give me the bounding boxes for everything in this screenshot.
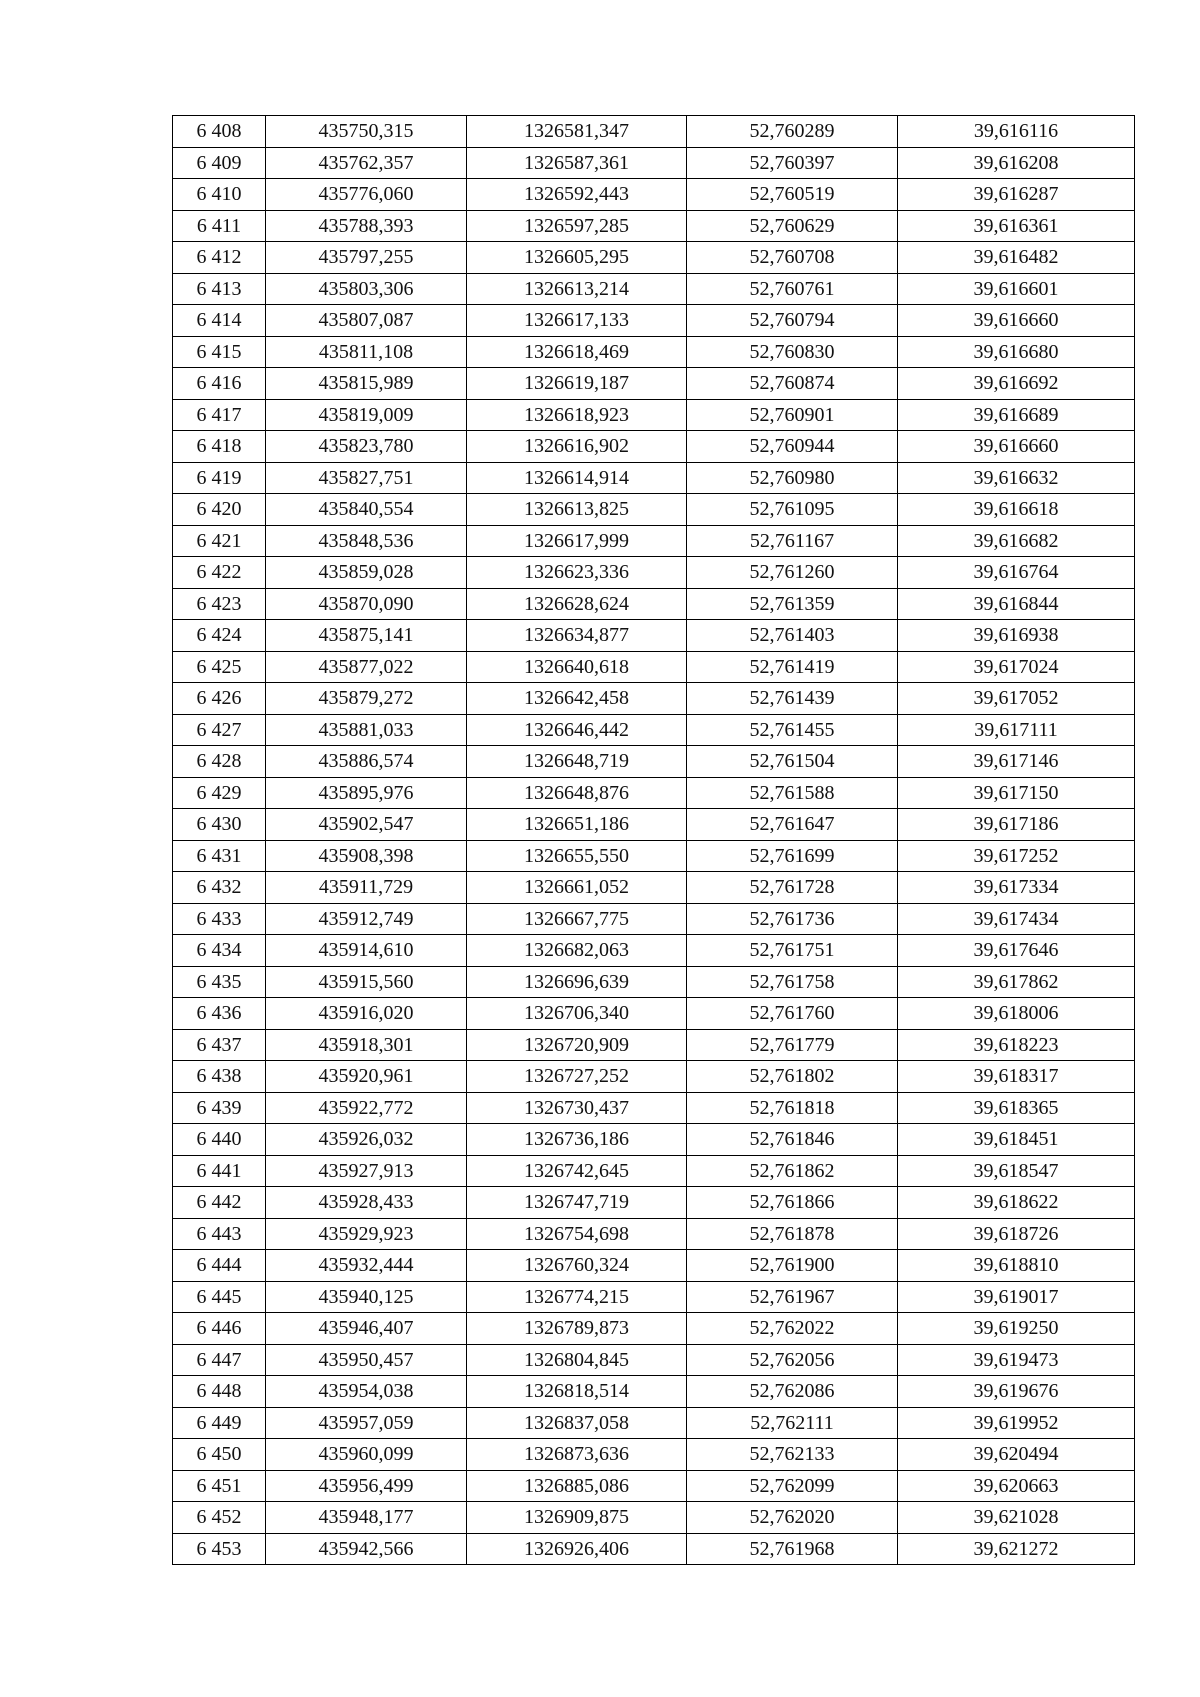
cell-latitude: 52,761967: [687, 1281, 898, 1313]
cell-latitude: 52,760629: [687, 210, 898, 242]
cell-latitude: 52,761359: [687, 588, 898, 620]
cell-x-coordinate: 435886,574: [266, 746, 467, 778]
cell-latitude: 52,761439: [687, 683, 898, 715]
cell-x-coordinate: 435946,407: [266, 1313, 467, 1345]
cell-longitude: 39,618317: [898, 1061, 1135, 1093]
cell-point-number: 6 432: [173, 872, 266, 904]
cell-longitude: 39,617052: [898, 683, 1135, 715]
cell-x-coordinate: 435902,547: [266, 809, 467, 841]
cell-longitude: 39,617024: [898, 651, 1135, 683]
cell-latitude: 52,761728: [687, 872, 898, 904]
cell-y-coordinate: 1326613,214: [467, 273, 687, 305]
cell-y-coordinate: 1326789,873: [467, 1313, 687, 1345]
cell-y-coordinate: 1326617,133: [467, 305, 687, 337]
cell-latitude: 52,761095: [687, 494, 898, 526]
cell-x-coordinate: 435811,108: [266, 336, 467, 368]
cell-y-coordinate: 1326909,875: [467, 1502, 687, 1534]
cell-point-number: 6 423: [173, 588, 266, 620]
cell-latitude: 52,761758: [687, 966, 898, 998]
cell-point-number: 6 438: [173, 1061, 266, 1093]
cell-x-coordinate: 435929,923: [266, 1218, 467, 1250]
cell-latitude: 52,761455: [687, 714, 898, 746]
table-row: [173, 242, 1135, 274]
table-row: [173, 588, 1135, 620]
cell-longitude: 39,618223: [898, 1029, 1135, 1061]
cell-longitude: 39,616682: [898, 525, 1135, 557]
cell-y-coordinate: 1326592,443: [467, 179, 687, 211]
table-row: [173, 840, 1135, 872]
cell-point-number: 6 422: [173, 557, 266, 589]
cell-x-coordinate: 435823,780: [266, 431, 467, 463]
cell-point-number: 6 437: [173, 1029, 266, 1061]
cell-latitude: 52,761419: [687, 651, 898, 683]
cell-x-coordinate: 435762,357: [266, 147, 467, 179]
cell-longitude: 39,616618: [898, 494, 1135, 526]
table-row: [173, 399, 1135, 431]
table-row: [173, 462, 1135, 494]
table-row: [173, 1470, 1135, 1502]
cell-point-number: 6 428: [173, 746, 266, 778]
cell-longitude: 39,618006: [898, 998, 1135, 1030]
cell-x-coordinate: 435803,306: [266, 273, 467, 305]
cell-longitude: 39,620663: [898, 1470, 1135, 1502]
cell-x-coordinate: 435927,913: [266, 1155, 467, 1187]
cell-y-coordinate: 1326587,361: [467, 147, 687, 179]
table-row: [173, 368, 1135, 400]
cell-y-coordinate: 1326642,458: [467, 683, 687, 715]
cell-point-number: 6 413: [173, 273, 266, 305]
cell-y-coordinate: 1326873,636: [467, 1439, 687, 1471]
cell-point-number: 6 439: [173, 1092, 266, 1124]
cell-point-number: 6 446: [173, 1313, 266, 1345]
cell-longitude: 39,618547: [898, 1155, 1135, 1187]
cell-x-coordinate: 435797,255: [266, 242, 467, 274]
cell-x-coordinate: 435918,301: [266, 1029, 467, 1061]
cell-latitude: 52,761167: [687, 525, 898, 557]
cell-point-number: 6 425: [173, 651, 266, 683]
cell-longitude: 39,617150: [898, 777, 1135, 809]
cell-point-number: 6 430: [173, 809, 266, 841]
cell-point-number: 6 440: [173, 1124, 266, 1156]
cell-x-coordinate: 435942,566: [266, 1533, 467, 1565]
cell-y-coordinate: 1326804,845: [467, 1344, 687, 1376]
cell-longitude: 39,617111: [898, 714, 1135, 746]
cell-longitude: 39,617862: [898, 966, 1135, 998]
cell-y-coordinate: 1326628,624: [467, 588, 687, 620]
cell-latitude: 52,760761: [687, 273, 898, 305]
cell-x-coordinate: 435859,028: [266, 557, 467, 589]
cell-x-coordinate: 435750,315: [266, 116, 467, 148]
cell-point-number: 6 453: [173, 1533, 266, 1565]
cell-y-coordinate: 1326605,295: [467, 242, 687, 274]
cell-y-coordinate: 1326837,058: [467, 1407, 687, 1439]
cell-longitude: 39,619952: [898, 1407, 1135, 1439]
table-row: [173, 557, 1135, 589]
cell-latitude: 52,761878: [687, 1218, 898, 1250]
cell-point-number: 6 421: [173, 525, 266, 557]
table-row: [173, 1344, 1135, 1376]
table-row: [173, 1218, 1135, 1250]
cell-x-coordinate: 435877,022: [266, 651, 467, 683]
table-row: [173, 431, 1135, 463]
table-row: [173, 1439, 1135, 1471]
table-row: [173, 1313, 1135, 1345]
cell-x-coordinate: 435911,729: [266, 872, 467, 904]
cell-latitude: 52,761862: [687, 1155, 898, 1187]
cell-longitude: 39,621028: [898, 1502, 1135, 1534]
cell-longitude: 39,616361: [898, 210, 1135, 242]
cell-latitude: 52,762111: [687, 1407, 898, 1439]
table-row: [173, 998, 1135, 1030]
cell-latitude: 52,761647: [687, 809, 898, 841]
cell-longitude: 39,616287: [898, 179, 1135, 211]
coordinates-table: [172, 115, 1135, 1565]
cell-x-coordinate: 435908,398: [266, 840, 467, 872]
cell-point-number: 6 431: [173, 840, 266, 872]
cell-y-coordinate: 1326640,618: [467, 651, 687, 683]
cell-y-coordinate: 1326614,914: [467, 462, 687, 494]
cell-y-coordinate: 1326597,285: [467, 210, 687, 242]
table-row: [173, 494, 1135, 526]
cell-point-number: 6 417: [173, 399, 266, 431]
cell-point-number: 6 411: [173, 210, 266, 242]
table-row: [173, 305, 1135, 337]
table-row: [173, 714, 1135, 746]
cell-y-coordinate: 1326706,340: [467, 998, 687, 1030]
cell-y-coordinate: 1326760,324: [467, 1250, 687, 1282]
cell-latitude: 52,761260: [687, 557, 898, 589]
cell-latitude: 52,761736: [687, 903, 898, 935]
cell-y-coordinate: 1326618,469: [467, 336, 687, 368]
cell-x-coordinate: 435881,033: [266, 714, 467, 746]
cell-latitude: 52,761802: [687, 1061, 898, 1093]
cell-y-coordinate: 1326720,909: [467, 1029, 687, 1061]
cell-latitude: 52,761900: [687, 1250, 898, 1282]
cell-point-number: 6 448: [173, 1376, 266, 1408]
cell-x-coordinate: 435954,038: [266, 1376, 467, 1408]
cell-latitude: 52,762020: [687, 1502, 898, 1534]
cell-x-coordinate: 435916,020: [266, 998, 467, 1030]
table-row: [173, 1250, 1135, 1282]
cell-longitude: 39,616689: [898, 399, 1135, 431]
cell-point-number: 6 442: [173, 1187, 266, 1219]
table-row: [173, 809, 1135, 841]
cell-latitude: 52,761846: [687, 1124, 898, 1156]
cell-latitude: 52,760830: [687, 336, 898, 368]
cell-latitude: 52,762022: [687, 1313, 898, 1345]
cell-y-coordinate: 1326581,347: [467, 116, 687, 148]
cell-longitude: 39,617434: [898, 903, 1135, 935]
cell-x-coordinate: 435776,060: [266, 179, 467, 211]
cell-longitude: 39,616482: [898, 242, 1135, 274]
cell-longitude: 39,621272: [898, 1533, 1135, 1565]
cell-longitude: 39,617334: [898, 872, 1135, 904]
cell-latitude: 52,761779: [687, 1029, 898, 1061]
cell-longitude: 39,616601: [898, 273, 1135, 305]
cell-point-number: 6 414: [173, 305, 266, 337]
cell-point-number: 6 433: [173, 903, 266, 935]
cell-longitude: 39,616692: [898, 368, 1135, 400]
table-row: [173, 1124, 1135, 1156]
cell-y-coordinate: 1326648,876: [467, 777, 687, 809]
table-row: [173, 1502, 1135, 1534]
cell-point-number: 6 418: [173, 431, 266, 463]
cell-x-coordinate: 435879,272: [266, 683, 467, 715]
cell-longitude: 39,619473: [898, 1344, 1135, 1376]
cell-x-coordinate: 435815,989: [266, 368, 467, 400]
cell-x-coordinate: 435912,749: [266, 903, 467, 935]
cell-longitude: 39,619017: [898, 1281, 1135, 1313]
cell-point-number: 6 435: [173, 966, 266, 998]
cell-latitude: 52,761866: [687, 1187, 898, 1219]
cell-point-number: 6 443: [173, 1218, 266, 1250]
cell-latitude: 52,760944: [687, 431, 898, 463]
table-row: [173, 210, 1135, 242]
table-row: [173, 1281, 1135, 1313]
cell-point-number: 6 441: [173, 1155, 266, 1187]
cell-y-coordinate: 1326926,406: [467, 1533, 687, 1565]
cell-point-number: 6 436: [173, 998, 266, 1030]
cell-point-number: 6 420: [173, 494, 266, 526]
cell-longitude: 39,619676: [898, 1376, 1135, 1408]
table-row: [173, 903, 1135, 935]
cell-longitude: 39,617146: [898, 746, 1135, 778]
cell-x-coordinate: 435848,536: [266, 525, 467, 557]
cell-point-number: 6 444: [173, 1250, 266, 1282]
table-row: [173, 147, 1135, 179]
cell-x-coordinate: 435870,090: [266, 588, 467, 620]
cell-point-number: 6 408: [173, 116, 266, 148]
cell-y-coordinate: 1326885,086: [467, 1470, 687, 1502]
cell-point-number: 6 412: [173, 242, 266, 274]
table-row: [173, 966, 1135, 998]
cell-longitude: 39,616632: [898, 462, 1135, 494]
cell-point-number: 6 415: [173, 336, 266, 368]
cell-x-coordinate: 435950,457: [266, 1344, 467, 1376]
cell-longitude: 39,617252: [898, 840, 1135, 872]
cell-longitude: 39,616680: [898, 336, 1135, 368]
cell-longitude: 39,616844: [898, 588, 1135, 620]
cell-latitude: 52,761699: [687, 840, 898, 872]
cell-x-coordinate: 435895,976: [266, 777, 467, 809]
cell-y-coordinate: 1326651,186: [467, 809, 687, 841]
table-row: [173, 116, 1135, 148]
cell-y-coordinate: 1326742,645: [467, 1155, 687, 1187]
table-row: [173, 935, 1135, 967]
cell-latitude: 52,761760: [687, 998, 898, 1030]
cell-y-coordinate: 1326730,437: [467, 1092, 687, 1124]
cell-point-number: 6 426: [173, 683, 266, 715]
table-row: [173, 651, 1135, 683]
cell-x-coordinate: 435788,393: [266, 210, 467, 242]
table-row: [173, 179, 1135, 211]
cell-y-coordinate: 1326696,639: [467, 966, 687, 998]
cell-x-coordinate: 435940,125: [266, 1281, 467, 1313]
table-row: [173, 525, 1135, 557]
cell-x-coordinate: 435932,444: [266, 1250, 467, 1282]
table-row: [173, 746, 1135, 778]
cell-point-number: 6 424: [173, 620, 266, 652]
cell-latitude: 52,761403: [687, 620, 898, 652]
table-row: [173, 1092, 1135, 1124]
cell-y-coordinate: 1326661,052: [467, 872, 687, 904]
cell-longitude: 39,617646: [898, 935, 1135, 967]
cell-latitude: 52,762086: [687, 1376, 898, 1408]
cell-y-coordinate: 1326667,775: [467, 903, 687, 935]
table-row: [173, 1407, 1135, 1439]
cell-longitude: 39,618365: [898, 1092, 1135, 1124]
cell-point-number: 6 410: [173, 179, 266, 211]
cell-latitude: 52,761968: [687, 1533, 898, 1565]
cell-point-number: 6 450: [173, 1439, 266, 1471]
cell-latitude: 52,760901: [687, 399, 898, 431]
table-row: [173, 273, 1135, 305]
cell-latitude: 52,761818: [687, 1092, 898, 1124]
table-row: [173, 620, 1135, 652]
cell-y-coordinate: 1326619,187: [467, 368, 687, 400]
cell-point-number: 6 449: [173, 1407, 266, 1439]
cell-longitude: 39,618726: [898, 1218, 1135, 1250]
cell-y-coordinate: 1326623,336: [467, 557, 687, 589]
cell-y-coordinate: 1326682,063: [467, 935, 687, 967]
cell-latitude: 52,760519: [687, 179, 898, 211]
cell-latitude: 52,760874: [687, 368, 898, 400]
cell-y-coordinate: 1326646,442: [467, 714, 687, 746]
cell-longitude: 39,616116: [898, 116, 1135, 148]
cell-y-coordinate: 1326655,550: [467, 840, 687, 872]
cell-y-coordinate: 1326648,719: [467, 746, 687, 778]
cell-point-number: 6 445: [173, 1281, 266, 1313]
cell-y-coordinate: 1326747,719: [467, 1187, 687, 1219]
cell-longitude: 39,616660: [898, 431, 1135, 463]
cell-x-coordinate: 435960,099: [266, 1439, 467, 1471]
cell-longitude: 39,617186: [898, 809, 1135, 841]
cell-x-coordinate: 435920,961: [266, 1061, 467, 1093]
table-row: [173, 1533, 1135, 1565]
table-row: [173, 1029, 1135, 1061]
table-row: [173, 1155, 1135, 1187]
cell-x-coordinate: 435827,751: [266, 462, 467, 494]
cell-point-number: 6 434: [173, 935, 266, 967]
table-row: [173, 336, 1135, 368]
cell-x-coordinate: 435922,772: [266, 1092, 467, 1124]
cell-longitude: 39,616764: [898, 557, 1135, 589]
cell-point-number: 6 451: [173, 1470, 266, 1502]
cell-y-coordinate: 1326736,186: [467, 1124, 687, 1156]
cell-longitude: 39,618622: [898, 1187, 1135, 1219]
cell-latitude: 52,760289: [687, 116, 898, 148]
cell-x-coordinate: 435957,059: [266, 1407, 467, 1439]
cell-longitude: 39,616660: [898, 305, 1135, 337]
cell-point-number: 6 409: [173, 147, 266, 179]
cell-x-coordinate: 435926,032: [266, 1124, 467, 1156]
cell-x-coordinate: 435915,560: [266, 966, 467, 998]
cell-y-coordinate: 1326617,999: [467, 525, 687, 557]
cell-point-number: 6 419: [173, 462, 266, 494]
cell-latitude: 52,760708: [687, 242, 898, 274]
cell-latitude: 52,761588: [687, 777, 898, 809]
cell-longitude: 39,616938: [898, 620, 1135, 652]
cell-x-coordinate: 435840,554: [266, 494, 467, 526]
cell-y-coordinate: 1326613,825: [467, 494, 687, 526]
cell-longitude: 39,618810: [898, 1250, 1135, 1282]
cell-point-number: 6 452: [173, 1502, 266, 1534]
coordinates-table-body: [173, 116, 1135, 1565]
table-row: [173, 777, 1135, 809]
cell-longitude: 39,619250: [898, 1313, 1135, 1345]
cell-longitude: 39,620494: [898, 1439, 1135, 1471]
cell-point-number: 6 447: [173, 1344, 266, 1376]
cell-point-number: 6 427: [173, 714, 266, 746]
table-row: [173, 872, 1135, 904]
cell-x-coordinate: 435819,009: [266, 399, 467, 431]
cell-point-number: 6 429: [173, 777, 266, 809]
table-row: [173, 1187, 1135, 1219]
cell-x-coordinate: 435875,141: [266, 620, 467, 652]
cell-y-coordinate: 1326616,902: [467, 431, 687, 463]
cell-latitude: 52,761751: [687, 935, 898, 967]
cell-longitude: 39,616208: [898, 147, 1135, 179]
cell-y-coordinate: 1326618,923: [467, 399, 687, 431]
cell-x-coordinate: 435956,499: [266, 1470, 467, 1502]
cell-latitude: 52,762099: [687, 1470, 898, 1502]
cell-y-coordinate: 1326774,215: [467, 1281, 687, 1313]
cell-latitude: 52,762133: [687, 1439, 898, 1471]
cell-longitude: 39,618451: [898, 1124, 1135, 1156]
cell-x-coordinate: 435948,177: [266, 1502, 467, 1534]
cell-y-coordinate: 1326634,877: [467, 620, 687, 652]
cell-latitude: 52,762056: [687, 1344, 898, 1376]
cell-latitude: 52,761504: [687, 746, 898, 778]
cell-x-coordinate: 435807,087: [266, 305, 467, 337]
cell-latitude: 52,760794: [687, 305, 898, 337]
table-row: [173, 1061, 1135, 1093]
cell-latitude: 52,760980: [687, 462, 898, 494]
cell-y-coordinate: 1326754,698: [467, 1218, 687, 1250]
cell-x-coordinate: 435928,433: [266, 1187, 467, 1219]
table-row: [173, 683, 1135, 715]
table-row: [173, 1376, 1135, 1408]
cell-y-coordinate: 1326818,514: [467, 1376, 687, 1408]
cell-point-number: 6 416: [173, 368, 266, 400]
cell-x-coordinate: 435914,610: [266, 935, 467, 967]
cell-latitude: 52,760397: [687, 147, 898, 179]
cell-y-coordinate: 1326727,252: [467, 1061, 687, 1093]
